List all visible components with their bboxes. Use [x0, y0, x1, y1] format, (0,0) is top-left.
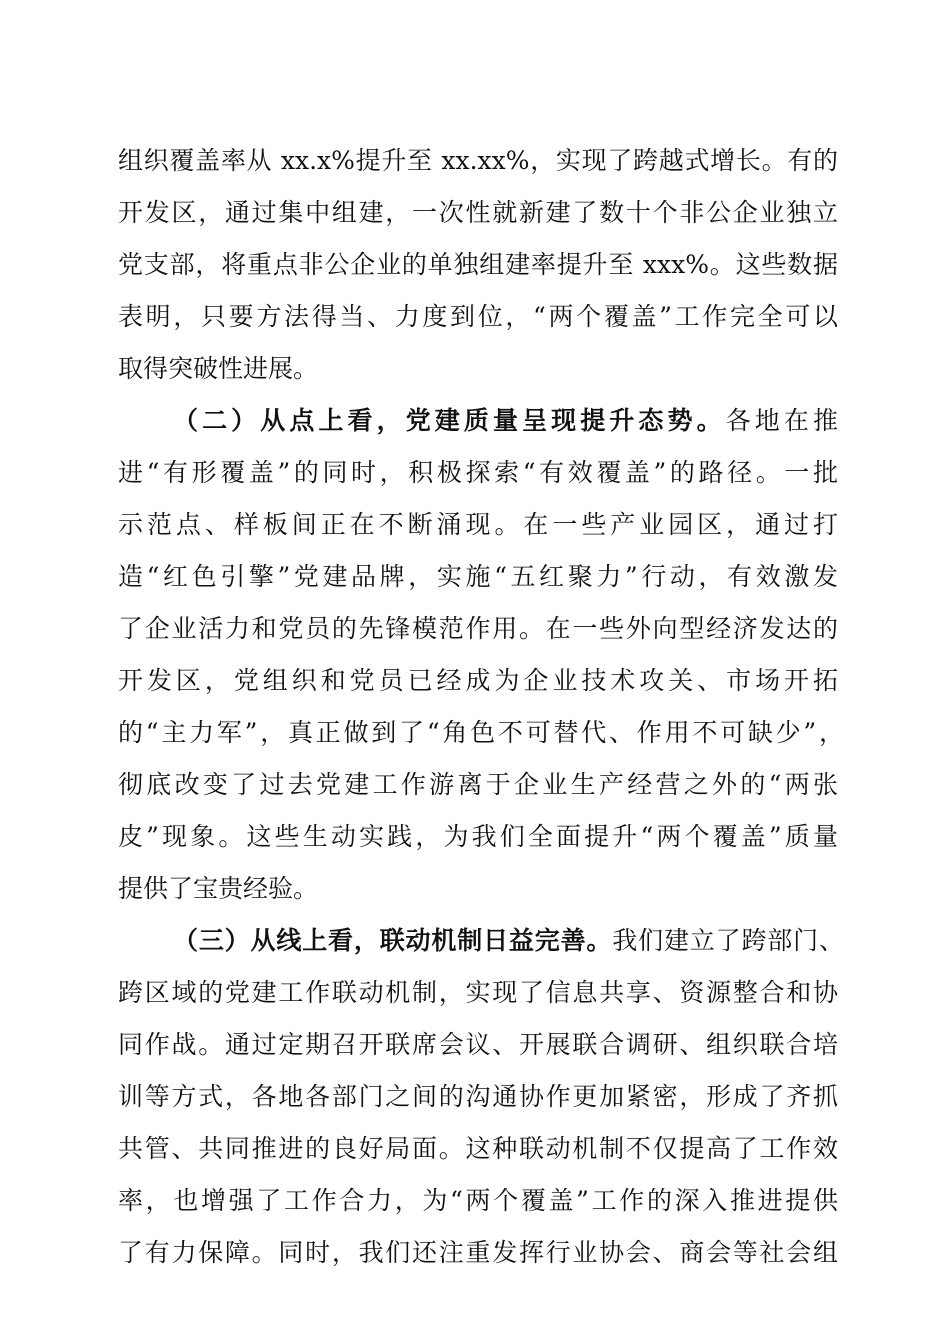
paragraph-2-line-1	[173, 401, 838, 441]
paragraph-3-line-5: 共管、共同推进的良好局面。这种联动机制不仅提高了工作效	[118, 1134, 838, 1163]
paragraph-2-line-2: 进“有形覆盖”的同时，积极探索“有效覆盖”的路径。一批	[118, 458, 838, 487]
paragraph-2-line-8: 彻底改变了过去党建工作游离于企业生产经营之外的“两张	[118, 770, 838, 799]
paragraph-3-line-1	[173, 921, 844, 961]
paragraph-3-line-2: 跨区域的党建工作联动机制，实现了信息共享、资源整合和协	[118, 978, 838, 1007]
paragraph-2-line-9: 皮”现象。这些生动实践，为我们全面提升“两个覆盖”质量	[118, 822, 838, 851]
paragraph-3-line-3: 同作战。通过定期召开联席会议、开展联合调研、组织联合培	[118, 1030, 838, 1059]
paragraph-1-line-4: 表明，只要方法得当、力度到位，“两个覆盖”工作完全可以	[118, 302, 838, 331]
paragraph-2-line-3: 示范点、样板间正在不断涌现。在一些产业园区，通过打	[118, 510, 838, 539]
paragraph-2-line-7: 的“主力军”，真正做到了“角色不可替代、作用不可缺少”，	[118, 718, 844, 747]
paragraph-2-line-10: 提供了宝贵经验。	[118, 874, 319, 903]
paragraph-3-line-4: 训等方式，各地各部门之间的沟通协作更加紧密，形成了齐抓	[118, 1082, 838, 1111]
paragraph-3-line-6: 率，也增强了工作合力，为“两个覆盖”工作的深入推进提供	[118, 1186, 838, 1215]
paragraph-1-line-5: 取得突破性进展。	[118, 354, 319, 383]
paragraph-1-line-2: 开发区，通过集中组建，一次性就新建了数十个非公企业独立	[118, 198, 838, 227]
paragraph-3-heading: （三）从线上看，联动机制日益完善。	[173, 926, 613, 955]
paragraph-2-line-5: 了企业活力和党员的先锋模范作用。在一些外向型经济发达的	[118, 614, 838, 643]
paragraph-1-line-3: 党支部，将重点非公企业的单独组建率提升至 xxx%。这些数据	[118, 250, 838, 279]
paragraph-2-first-line-rest: 各地在推	[725, 406, 838, 435]
paragraph-2-heading: （二）从点上看，党建质量呈现提升态势。	[173, 406, 726, 435]
paragraph-2-line-4: 造“红色引擎”党建品牌，实施“五红聚力”行动，有效激发	[118, 562, 838, 591]
paragraph-1-line-1: 组织覆盖率从 xx.x%提升至 xx.xx%，实现了跨越式增长。有的	[118, 146, 838, 175]
paragraph-3-first-line-rest: 我们建立了跨部门、	[612, 926, 844, 955]
paragraph-3-line-7: 了有力保障。同时，我们还注重发挥行业协会、商会等社会组	[118, 1238, 838, 1267]
paragraph-2-line-6: 开发区，党组织和党员已经成为企业技术攻关、市场开拓	[118, 666, 838, 695]
